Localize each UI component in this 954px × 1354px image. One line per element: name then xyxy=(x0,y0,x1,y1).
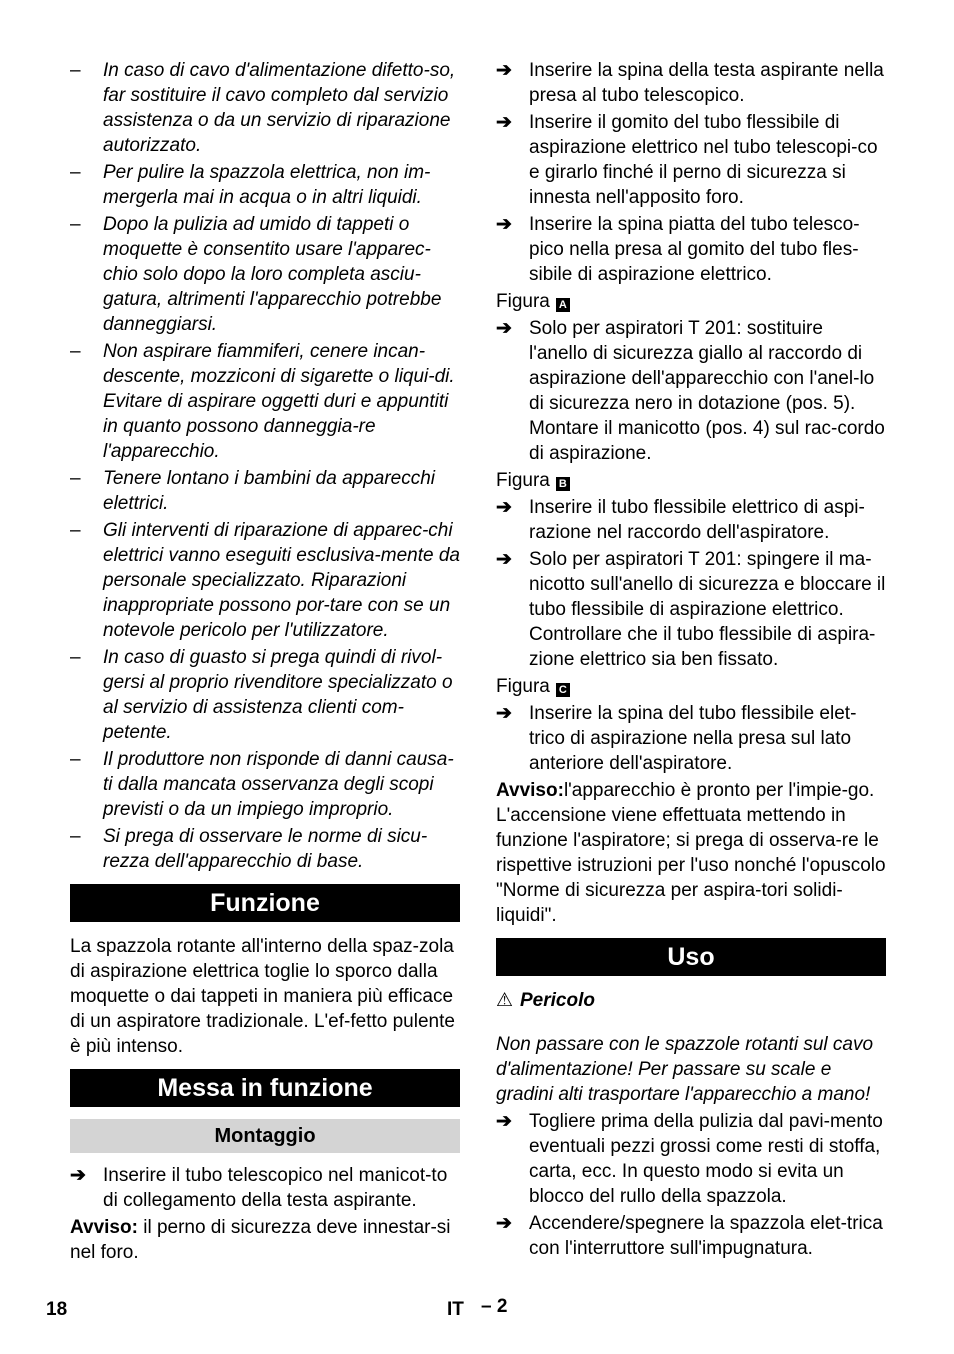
avviso-paragraph: Avviso:l'apparecchio è pronto per l'impie-go. L'accensione viene effettuata mettendo in funzione l'aspiratore; si prega di osserva-re le rispettive istruzioni per l'uso nonché l'opuscolo "Norme di sicurezza per aspira-tori solidi-liquidi". xyxy=(496,780,886,926)
arrow-right-icon: ➔ xyxy=(70,1165,86,1186)
list-item: – Tenere lontano i bambini da apparecchi elettrici. xyxy=(70,468,436,514)
dash-bullet: – xyxy=(70,341,81,362)
figure-b-badge: B xyxy=(556,477,570,491)
arrow-right-icon: ➔ xyxy=(496,214,512,235)
danger-paragraph: Non passare con le spazzole rotanti sul cavo d'alimentazione! Per passare su scale e gradini alti trasportare l'apparecchio a mano! xyxy=(496,1034,874,1105)
arrow-right-icon: ➔ xyxy=(496,112,512,133)
right-column xyxy=(496,58,886,1263)
avviso-label: Avviso: xyxy=(70,1217,138,1238)
figure-label-a: Figura A xyxy=(496,289,886,314)
funzione-paragraph: La spazzola rotante all'interno della spaz-zola di aspirazione elettrica toglie lo sporco dalla moquette o dai tappeti in maniera più efficace di un aspiratore tradizionale. L'ef-fetto pulente è più intenso. xyxy=(70,936,455,1057)
arrow-right-icon: ➔ xyxy=(496,703,512,724)
arrow-right-icon: ➔ xyxy=(496,549,512,570)
list-item: – Il produttore non risponde di danni causa-ti dalla mancata osservanza degli scopi previsti o da un impiego improprio. xyxy=(70,749,454,820)
list-item: – Dopo la pulizia ad umido di tappeti o moquette è consentito usare l'apparec-chio solo dopo la loro completa asciu-gatura, altrimenti l'apparecchio potrebbe danneggiarsi. xyxy=(70,214,442,335)
warning-triangle-icon: ⚠ xyxy=(496,990,514,1011)
language-code: IT xyxy=(447,1299,464,1320)
dash-bullet: – xyxy=(70,60,81,81)
dash-bullet: – xyxy=(70,520,81,541)
safety-list xyxy=(70,58,460,874)
avviso-label: Avviso: xyxy=(496,780,564,801)
dash-bullet: – xyxy=(70,214,81,235)
arrow-right-icon: ➔ xyxy=(496,1111,512,1132)
section-heading-messa-in-funzione: Messa in funzione xyxy=(70,1069,460,1107)
list-item: ➔ Togliere prima della pulizia dal pavi-mento eventuali pezzi grossi come resti di stoffa, carta, ecc. In questo modo si evita un blocco del rullo della spazzola. xyxy=(496,1111,883,1207)
section-heading-uso: Uso xyxy=(496,938,886,976)
left-column xyxy=(70,58,460,1267)
dash-bullet: – xyxy=(70,162,81,183)
list-item: ➔ Inserire la spina del tubo flessibile elet-trico di aspirazione nella presa sul lato anteriore dell'aspiratore. xyxy=(496,703,857,774)
list-item: ➔ Inserire la spina della testa aspirante nella presa al tubo telescopico. xyxy=(496,60,884,106)
dash-bullet: – xyxy=(70,826,81,847)
avviso-paragraph: Avviso: il perno di sicurezza deve innestar-si nel foro. xyxy=(70,1217,451,1263)
figure-label-b: Figura B xyxy=(496,468,886,493)
arrow-right-icon: ➔ xyxy=(496,1213,512,1234)
list-item: – In caso di guasto si prega quindi di rivol-gersi al proprio rivenditore specializzato o al servizio di assistenza clienti com-petente. xyxy=(70,647,453,743)
list-item: ➔ Accendere/spegnere la spazzola elet-trica con l'interruttore sull'impugnatura. xyxy=(496,1213,883,1259)
dash-bullet: – xyxy=(70,468,81,489)
subsection-heading-montaggio: Montaggio xyxy=(70,1119,460,1153)
section-heading-funzione: Funzione xyxy=(70,884,460,922)
list-item: – In caso di cavo d'alimentazione difetto-so, far sostituire il cavo completo dal servizio assistenza o da un servizio di riparazione autorizzato. xyxy=(70,60,456,156)
list-item: ➔ Inserire il tubo flessibile elettrico di aspi-razione nel raccordo dell'aspiratore. xyxy=(496,497,865,543)
list-item: ➔ Inserire il tubo telescopico nel manicot-to di collegamento della testa aspirante. xyxy=(70,1165,448,1211)
list-item: – Non aspirare fiammiferi, cenere incan-descente, mozziconi di sigarette o liqui-di. Evitare di aspirare oggetti duri e appuntiti in quanto possono danneggia-re l'apparecchio. xyxy=(70,341,455,462)
figure-c-badge: C xyxy=(556,683,570,697)
figure-a-badge: A xyxy=(556,298,570,312)
dash-bullet: – xyxy=(70,647,81,668)
list-item: – Gli interventi di riparazione di apparec-chi elettrici vanno eseguiti esclusiva-mente da personale specializzato. Riparazioni inappropriate possono por-tare con se un notevole pericolo per l'utilizzatore. xyxy=(70,520,460,641)
page-number: 18 xyxy=(46,1299,68,1320)
sub-page-number: – 2 xyxy=(481,1296,508,1317)
figure-label-c: Figura C xyxy=(496,674,886,699)
list-item: – Per pulire la spazzola elettrica, non im-mergerla mai in acqua o in altri liquidi. xyxy=(70,162,431,208)
arrow-right-icon: ➔ xyxy=(496,318,512,339)
arrow-right-icon: ➔ xyxy=(496,60,512,81)
dash-bullet: – xyxy=(70,749,81,770)
list-item: ➔ Inserire il gomito del tubo flessibile di aspirazione elettrico nel tubo telescopi-co e girarlo finché il perno di sicurezza si innesta nell'apposito foro. xyxy=(496,112,878,208)
danger-heading: ⚠ Pericolo xyxy=(496,990,595,1011)
list-item: – Si prega di osservare le norme di sicu-rezza dell'apparecchio di base. xyxy=(70,826,428,872)
arrow-right-icon: ➔ xyxy=(496,497,512,518)
list-item: ➔ Solo per aspiratori T 201: spingere il ma-nicotto sull'anello di sicurezza e bloccare il tubo flessibile di aspirazione elettrico. Controllare che il tubo flessibile di aspira-zione elettrico sia ben fissato. xyxy=(496,549,886,670)
list-item: ➔ Inserire la spina piatta del tubo telesco-pico nella presa al gomito del tubo fles-sibile di aspirazione elettrico. xyxy=(496,214,860,285)
list-item: ➔ Solo per aspiratori T 201: sostituire l'anello di sicurezza giallo al raccordo di aspirazione dell'apparecchio con l'anel-lo di sicurezza nero in dotazione (pos. 5). Montare il manicotto (pos. 4) sul rac-cordo di aspirazione. xyxy=(496,318,885,464)
